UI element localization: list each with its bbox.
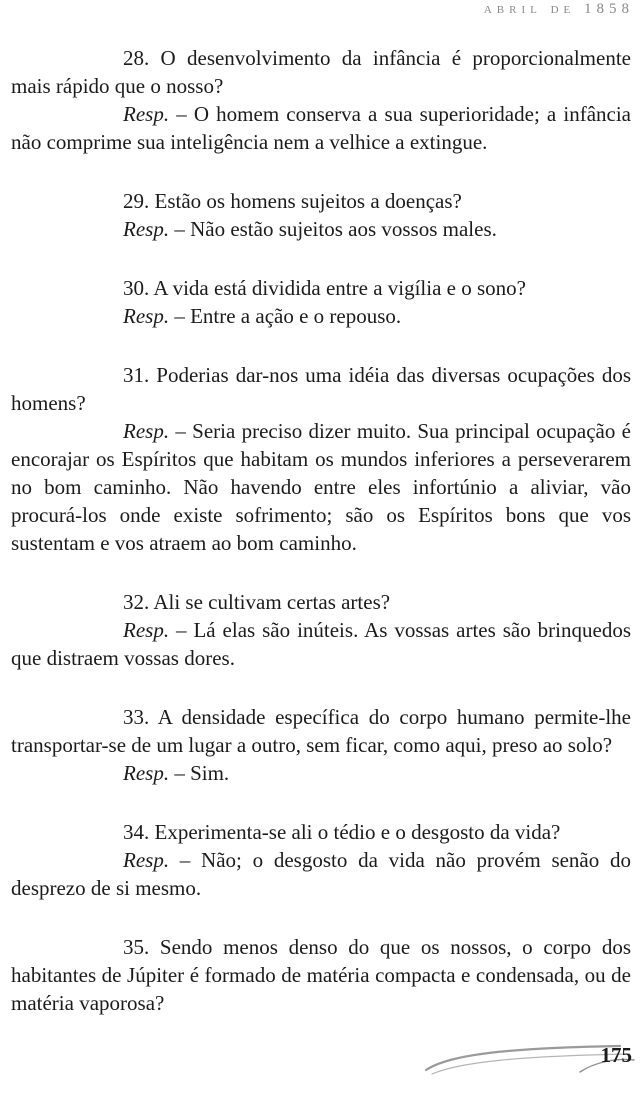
question-34: 34. Experimenta-se ali o tédio e o desgosto da vida? bbox=[123, 820, 561, 844]
answer-33 bbox=[11, 759, 631, 787]
question-35: 35. Sendo menos denso do que os nossos, o corpo dos habitantes de Júpiter é formado de matéria compacta e condensada, ou de matéria vaporosa? bbox=[11, 935, 631, 1015]
resp-label: Resp. bbox=[123, 761, 170, 785]
resp-label: Resp. bbox=[123, 419, 170, 443]
answer-28 bbox=[11, 100, 631, 156]
page-number: 175 bbox=[600, 1043, 632, 1067]
answer-30 bbox=[11, 302, 631, 330]
answer-32 bbox=[11, 616, 631, 672]
answer-text: – Lá elas são inúteis. As vossas artes são brinquedos que distraem vossas dores. bbox=[11, 618, 631, 670]
resp-label: Resp. bbox=[123, 102, 170, 126]
qa-entry-33 bbox=[11, 703, 631, 787]
answer-34 bbox=[11, 846, 631, 902]
qa-entry-30 bbox=[11, 274, 631, 330]
question-30: 30. A vida está dividida entre a vigília e o sono? bbox=[123, 276, 526, 300]
question-32: 32. Ali se cultivam certas artes? bbox=[123, 590, 391, 614]
question-31: 31. Poderias dar-nos uma idéia das diversas ocupações dos homens? bbox=[11, 363, 631, 415]
qa-entry-29 bbox=[11, 187, 631, 243]
qa-entry-31 bbox=[11, 361, 631, 557]
question-28: 28. O desenvolvimento da infância é proporcionalmente mais rápido que o nosso? bbox=[11, 46, 631, 98]
qa-entry-34 bbox=[11, 818, 631, 902]
page-footer bbox=[420, 1034, 640, 1100]
qa-entry-35 bbox=[11, 933, 631, 1017]
resp-label: Resp. bbox=[123, 304, 170, 328]
answer-text: – Entre a ação e o repouso. bbox=[169, 304, 402, 328]
running-header: abril de 1858 bbox=[483, 1, 634, 17]
question-29: 29. Estão os homens sujeitos a doenças? bbox=[123, 189, 462, 213]
answer-text: – Sim. bbox=[169, 761, 230, 785]
answer-31 bbox=[11, 417, 631, 557]
document-body bbox=[11, 44, 631, 1048]
question-33: 33. A densidade específica do corpo humano permite-lhe transportar-se de um lugar a outro, sem ficar, como aqui, preso ao solo? bbox=[11, 705, 631, 757]
resp-label: Resp. bbox=[123, 217, 170, 241]
answer-text: – Não estão sujeitos aos vossos males. bbox=[169, 217, 497, 241]
resp-label: Resp. bbox=[123, 848, 170, 872]
resp-label: Resp. bbox=[123, 618, 170, 642]
answer-text: – Seria preciso dizer muito. Sua principal ocupação é encorajar os Espíritos que habitam os mundos inferiores a perseverarem no bom caminho. Não havendo entre eles infortúnio a aliviar, vão procurá-los onde existe sofrimento; são os Espíritos bons que vos sustentam e vos atraem ao bom caminho. bbox=[11, 419, 631, 555]
qa-entry-32 bbox=[11, 588, 631, 672]
answer-text: – O homem conserva a sua superioridade; a infância não comprime sua inteligência nem a velhice a extingue. bbox=[11, 102, 631, 154]
answer-29 bbox=[11, 215, 631, 243]
qa-entry-28 bbox=[11, 44, 631, 156]
answer-text: – Não; o desgosto da vida não provém senão do desprezo de si mesmo. bbox=[11, 848, 631, 900]
